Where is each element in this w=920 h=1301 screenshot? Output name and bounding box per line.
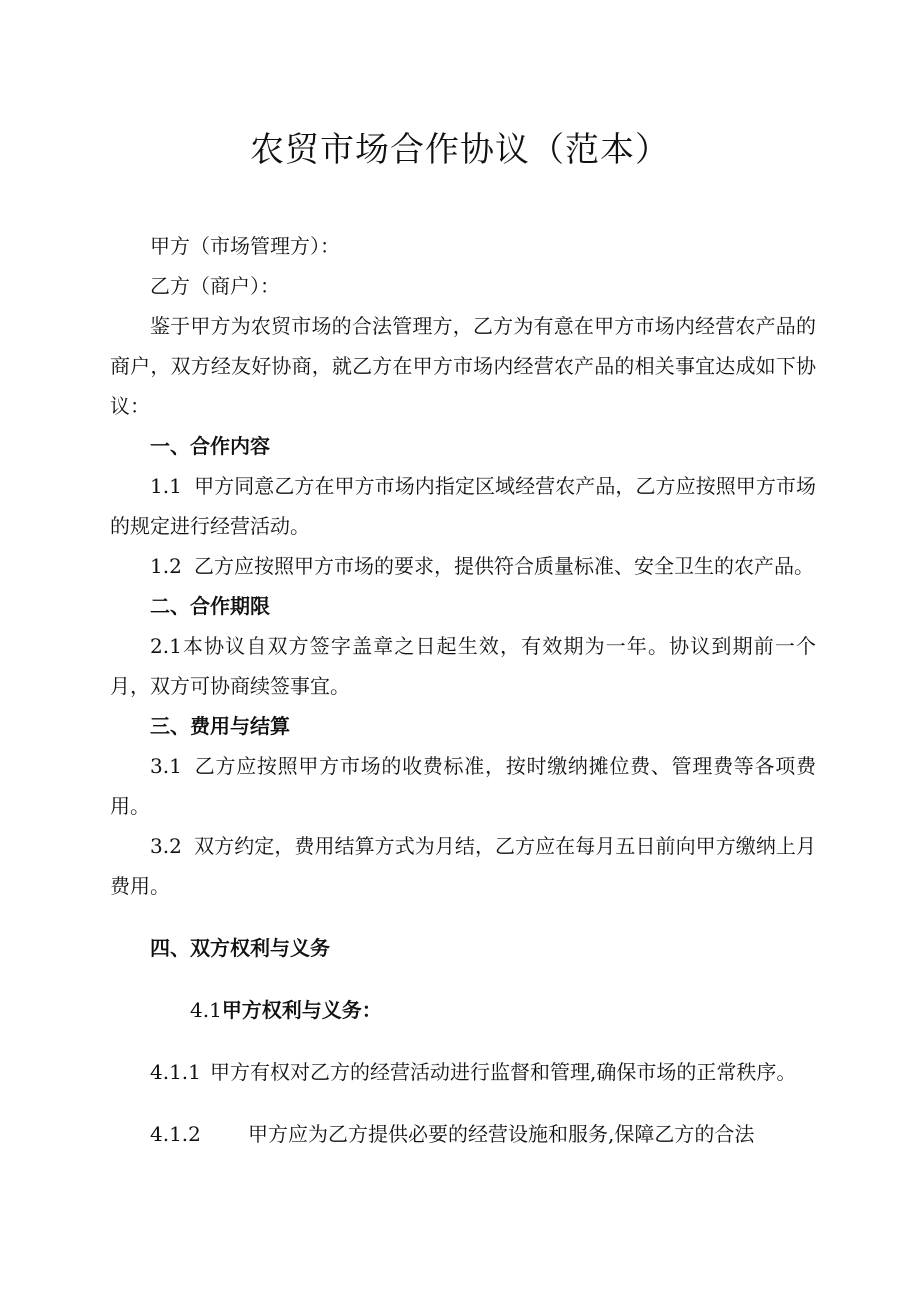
subsection-heading-party-a <box>110 990 816 1030</box>
subsection-number: 4.1 <box>190 998 222 1022</box>
clause-number: 1.1 <box>150 474 182 498</box>
preamble-paragraph: 鉴于甲方为农贸市场的合法管理方，乙方为有意在甲方市场内经营农产品的商户，双方经友好协商，就乙方在甲方市场内经营农产品的相关事宜达成如下协议： <box>110 314 816 418</box>
subsection-title: 甲方权利与义务： <box>221 998 382 1022</box>
clause-number: 3.1 <box>150 754 182 778</box>
section-heading-cooperation: 一、合作内容 <box>150 434 270 458</box>
clause-number: 3.2 <box>150 834 182 858</box>
clause-number: 4.1.1 <box>150 1060 201 1084</box>
clause-1-1 <box>110 466 816 546</box>
party-a-line: 甲方（市场管理方）： <box>150 234 340 258</box>
clause-text: 甲方应为乙方提供必要的经营设施和服务,保障乙方的合法 <box>248 1122 755 1146</box>
clause-text: 乙方应按照甲方市场的收费标准，按时缴纳摊位费、管理费等各项费用。 <box>110 754 816 818</box>
clause-2-1: 2.1本协议自双方签字盖章之日起生效，有效期为一年。协议到期前一个月，双方可协商续签事宜。 <box>110 634 816 698</box>
clause-4-1-1 <box>110 1052 816 1092</box>
clause-number: 1.2 <box>150 554 182 578</box>
clause-text: 乙方应按照甲方市场的要求，提供符合质量标准、安全卫生的农产品。 <box>194 554 814 578</box>
section-heading-term: 二、合作期限 <box>150 594 270 618</box>
party-b-line: 乙方（商户）： <box>150 274 280 298</box>
document-body <box>110 226 816 1154</box>
page-title: 农贸市场合作协议（范本） <box>250 130 670 170</box>
section-heading-rights: 四、双方权利与义务 <box>150 936 330 960</box>
section-heading-fees: 三、费用与结算 <box>150 714 290 738</box>
clause-text: 甲方同意乙方在甲方市场内指定区域经营农产品，乙方应按照甲方市场的规定进行经营活动。 <box>110 474 816 538</box>
clause-4-1-2 <box>110 1114 816 1154</box>
clause-3-2 <box>110 826 816 906</box>
clause-text: 甲方有权对乙方的经营活动进行监督和管理,确保市场的正常秩序。 <box>210 1060 797 1084</box>
clause-3-1 <box>110 746 816 826</box>
clause-1-2 <box>110 546 816 586</box>
clause-text: 双方约定，费用结算方式为月结，乙方应在每月五日前向甲方缴纳上月费用。 <box>110 834 816 898</box>
clause-number: 4.1.2 <box>150 1122 201 1146</box>
